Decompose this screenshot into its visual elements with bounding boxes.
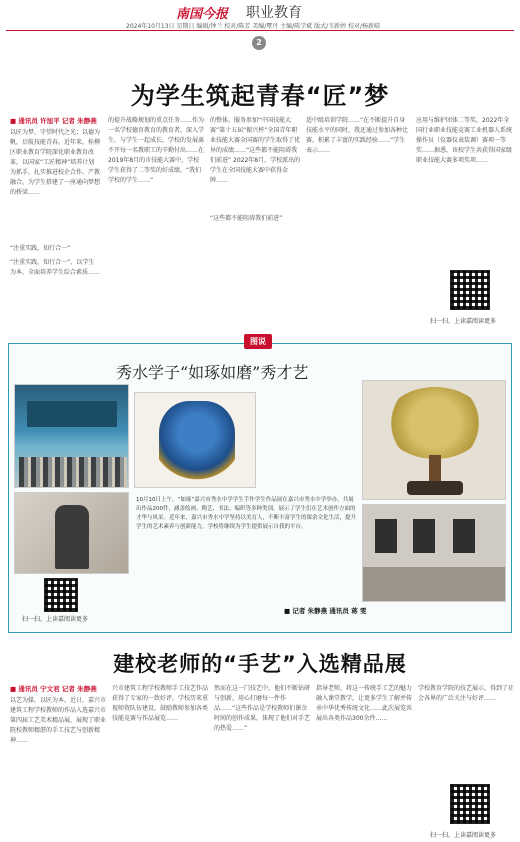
feature-byline: ■ 记者 朱静燕 通讯员 蒋 雯: [284, 607, 367, 615]
section-title: 职业教育: [246, 5, 302, 21]
article1-subheading-1: “注重实践，知行合一”: [10, 245, 71, 252]
newspaper-logo: 南国今报: [176, 7, 229, 22]
article2-byline: ■ 通讯员 宁文君 记者 朱静燕: [10, 685, 97, 693]
photo-gallery-visitors: [362, 504, 506, 602]
article2-col5: 学校教育学院的技艺展示，得到了社会各界的广泛关注与好评……: [418, 685, 514, 702]
artisan-figure: [55, 505, 89, 569]
article1-headline: 为学生筑起青春“匠”梦: [130, 82, 390, 110]
gallery-frame: [375, 519, 397, 553]
feature-caption-text: 10月10日上午，“如琢”嘉兴市秀水中学学生手作学生作品展在嘉兴市秀水中学举办。共展出作品200件，涵盖绘画、陶艺、书法、编织等多种类别，展示了学生们在艺术创作方面的才华与风采。近年来，嘉兴市秀水中学坚持以美育人，不断丰富学生的课余文化生活，提升学生的艺术素养与创新能力，学校将继续为学生提供展示自我的平台。: [136, 497, 356, 530]
photo-stage-event: [14, 384, 129, 488]
feature-qr-code[interactable]: [44, 578, 78, 612]
masthead-rule: [6, 30, 514, 31]
crown-artwork: [159, 401, 235, 481]
article1-byline: ■ 通讯员 许旭平 记者 朱静燕: [10, 117, 97, 125]
article1-col5: 应用与维护团体二等奖，2022年全国行业职业技能竞赛工业机器人系统操作员（仪器仪表装调）赛项一等奖……据悉，该校学生共获得国家级职业技能大赛多项奖项……: [416, 117, 513, 164]
gallery-frame: [453, 519, 475, 553]
bonsai-canopy: [385, 387, 485, 459]
article1-col1: 以匠为梦，守望时代之光；以德为帆，启航技能青春。近年来，桂柳区职业教育学院深化职业教育改革，以国家“工匠精神”培养计划为抓手，扎实推进校企合作、产教融合，为学生搭建了一座通向梦想的桥梁……: [10, 129, 100, 196]
article2-qr-code[interactable]: [450, 784, 490, 824]
bonsai-base: [407, 481, 463, 495]
feature-tag: 图说: [244, 334, 272, 349]
article2-headline: 建校老师的“手艺”入选精品展: [113, 652, 407, 676]
article1-qr-caption: 扫一扫，上读嘉阅读更多: [430, 318, 497, 325]
photo-artisan: [14, 492, 129, 574]
article2-qr-caption: 扫一扫，上读嘉阅读更多: [430, 832, 497, 839]
photo-bonsai-sculpture: [362, 380, 506, 500]
issue-meta: 2024年10月13日 星期日 编辑/钟兰 校对/陈芳 美编/覃丹 主编/陈学斌 版式/韦新婷 校对/杨新晴: [126, 23, 381, 30]
gallery-floor: [363, 567, 506, 602]
audience-figures: [19, 457, 127, 487]
gallery-frame: [413, 519, 435, 553]
article1-qr-code[interactable]: [450, 270, 490, 310]
feature-qr-caption: 扫一扫，上读嘉阅读更多: [22, 616, 89, 623]
article1-col1b: “注重实践，知行合一”，以学生为本，全面培养学生综合素质……: [10, 259, 100, 276]
article2-col2: 兴市建筑工程学校教师手工技艺作品获得了专家的一致好评。学校历来重视师资队伍建设，鼓励教师参加各类技能竞赛与作品展览……: [112, 685, 208, 722]
article1-col3b: [210, 230, 302, 330]
stage-banner: [27, 401, 117, 427]
article1-col4: 适中级培训学院……“在不断提升自身技能水平的同时，我还通过参加各种比赛，积累了丰富的实践经验……”学生表示……: [306, 117, 409, 154]
article1-subheading-2: “这些都不能阻碍我们前进”: [210, 215, 283, 222]
article1-col2: 的提升战略规划的重点任务……作为一名学校德育教育的教育者，深入学生，与学生一起成长，学校的发展离不开每一名教职工的辛勤付出……在2019年8月的市技能大赛中，学校学生获得了二等奖的好成绩。“我们学校的学生……”: [108, 117, 204, 184]
article2-col1: 以艺为媒，以匠为本。近日，嘉兴市建筑工程学校教师的作品入选嘉兴市第四届工艺美术精品展，展现了职业院校教师精湛的手工技艺与创新精神……: [10, 697, 106, 744]
masthead: [0, 0, 520, 36]
article2-col4: 指导老师，将这一传统手工艺的魅力融入课堂教学，让更多学生了解并传承中华优秀传统文化……此次展览共展出各类作品300余件……: [316, 685, 412, 722]
article1-col3: 的整体，服务参加“中国技能大赛”第十五届“振兴杯”全国青年职业技能大赛全国赛的学生取得了优异的成绩……“这些都不能阻碍我们前进” 2022年8月，学校派出的学生在全国技能大赛中获得金牌……: [210, 117, 301, 184]
article2-col3: 然而在这一门技艺中，他们不断钻研与创新，用心打磨每一件作品……“这些作品是学校教师们课余时间的创作成果，体现了他们对手艺的热爱……”: [214, 685, 310, 732]
feature-title: 秀水学子“如琢如磨”秀才艺: [116, 363, 309, 382]
page-number-badge: 2: [252, 36, 266, 50]
photo-phoenix-crown: [134, 392, 256, 488]
